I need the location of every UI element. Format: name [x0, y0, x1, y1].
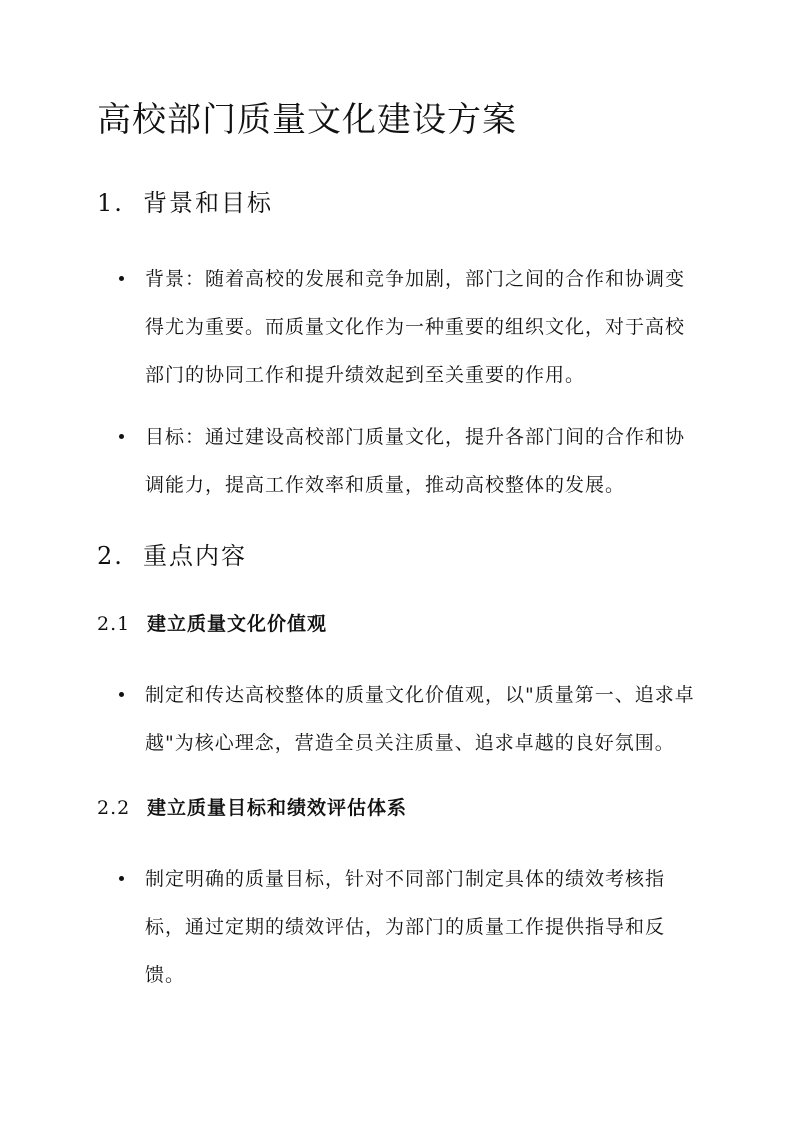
bullet-icon — [119, 434, 124, 439]
section-title: 重点内容 — [143, 542, 247, 570]
bullet-list — [97, 255, 700, 509]
subsection-number: 2.1 — [97, 613, 131, 635]
subsection-number: 2.2 — [97, 797, 131, 819]
section-number: 1. — [97, 189, 124, 217]
section-background-goals — [97, 186, 700, 509]
bullet-text: 制定和传达高校整体的质量文化价值观，以"质量第一、追求卓越"为核心理念，营造全员关注质量、追求卓越的良好氛围。 — [145, 684, 695, 754]
bullet-icon — [119, 876, 124, 881]
list-item — [97, 413, 700, 509]
list-item — [97, 855, 700, 999]
bullet-text: 制定明确的质量目标，针对不同部门制定具体的绩效考核指标，通过定期的绩效评估，为部门的质量工作提供指导和反馈。 — [145, 868, 666, 986]
section-title: 背景和目标 — [143, 189, 273, 217]
document-title: 高校部门质量文化建设方案 — [97, 100, 517, 140]
bullet-list — [97, 855, 700, 999]
subsection-title: 建立质量文化价值观 — [147, 613, 328, 635]
bullet-text: 目标：通过建设高校部门质量文化，提升各部门间的合作和协调能力，提高工作效率和质量，推动高校整体的发展。 — [145, 426, 686, 496]
list-item — [97, 671, 700, 767]
bullet-icon — [119, 692, 124, 697]
section-heading — [97, 539, 700, 573]
bullet-list — [97, 671, 700, 767]
section-key-content — [97, 539, 700, 999]
subsection-heading — [97, 793, 700, 823]
section-heading — [97, 186, 700, 220]
subsection-heading — [97, 609, 700, 639]
section-number: 2. — [97, 542, 124, 570]
subsection-title: 建立质量目标和绩效评估体系 — [147, 797, 408, 819]
bullet-text: 背景：随着高校的发展和竞争加剧，部门之间的合作和协调变得尤为重要。而质量文化作为一种重要的组织文化，对于高校部门的协同工作和提升绩效起到至关重要的作用。 — [145, 268, 686, 386]
bullet-icon — [119, 276, 124, 281]
list-item — [97, 255, 700, 399]
